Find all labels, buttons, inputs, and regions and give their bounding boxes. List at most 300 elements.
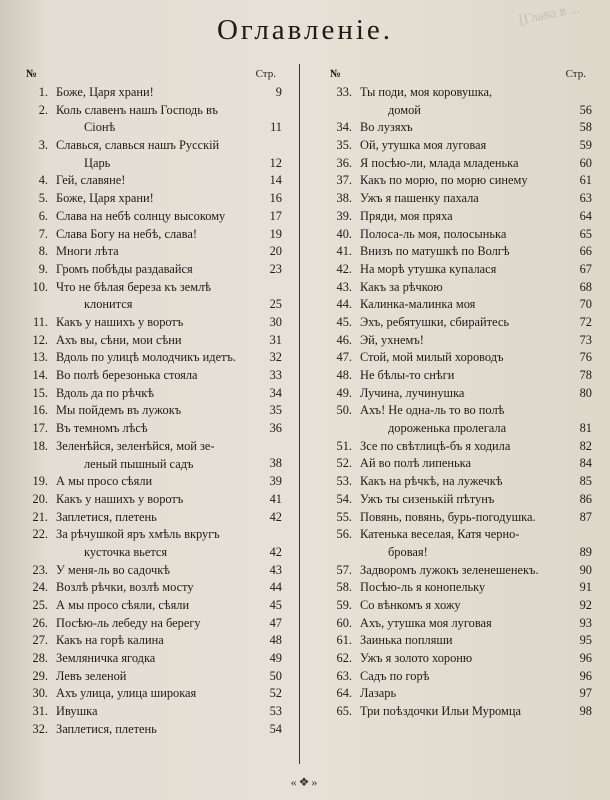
entry-number: 61. [336,633,352,648]
entry-number: 48. [336,368,352,383]
entry-page-number: 12 [269,155,282,170]
entry-number: 59. [336,597,352,612]
entry-number: 51. [336,438,352,453]
column-divider [299,64,300,764]
entry-number: 14. [32,368,48,383]
entry-title-line: Полоса-ль моя, полосынька [360,226,507,241]
entry-number: 43. [336,279,352,294]
entry-page-number: 96 [579,668,592,683]
entry-title-line: Стой, мой милый хороводъ [360,350,504,365]
entry-page-number: 84 [579,456,592,471]
entry-number: 46. [336,332,352,347]
entry-title-line: Садъ по горѣ [360,668,430,683]
entry-title [360,279,558,297]
toc-entry [318,314,600,332]
entry-title [360,261,558,279]
page-header: Стр. [565,68,586,80]
entry-number: 6. [38,208,48,223]
entry-number: 45. [336,314,352,329]
entry-page-number: 35 [269,403,282,418]
toc-entry [14,473,290,491]
entry-page-number: 73 [579,332,592,347]
toc-entry [318,279,600,297]
entry-title [56,632,248,650]
toc-entry [318,579,600,597]
entry-page-number: 42 [269,509,282,524]
entry-number: 24. [32,580,48,595]
entry-page-number: 31 [269,332,282,347]
entry-page-number: 52 [269,686,282,701]
entry-number: 12. [32,332,48,347]
entry-title-line: Слава на небѣ солнцу высокому [56,208,226,223]
toc-entry [14,685,290,703]
entry-page-number: 97 [579,686,592,701]
entry-title [360,155,558,173]
column-header [14,64,290,84]
entry-title-line: Во полѣ березонька стояла [56,368,198,383]
toc-entry [14,190,290,208]
entry-number: 38. [336,191,352,206]
entry-page-number: 86 [579,491,592,506]
entry-number: 63. [336,668,352,683]
entry-title-line: Ахъ улица, улица широкая [56,686,197,701]
entry-page-number: 11 [270,120,282,135]
entry-page-number: 72 [579,314,592,329]
entry-number: 13. [32,350,48,365]
entry-title [56,703,248,721]
toc-entry [14,314,290,332]
toc-entry [14,84,290,102]
entry-page-number: 91 [579,580,592,595]
entry-title-line: Заплетися, плетень [56,509,157,524]
entry-number: 17. [32,421,48,436]
entry-title [56,314,248,332]
entry-title-line: Ужъ я пашенку пахала [360,191,479,206]
entry-title [360,597,558,615]
entry-title-line: Не бѣлы-то снѣги [360,368,455,383]
toc-entry [318,438,600,456]
entry-title-continuation: бровая! [388,544,428,559]
toc-entry [14,208,290,226]
entry-title-line: Вдоль по улицѣ молодчикъ идетъ. [56,350,237,365]
entry-title [56,420,248,438]
entry-number: 30. [32,686,48,701]
entry-title [56,526,248,561]
entry-page-number: 48 [269,633,282,648]
entry-page-number: 49 [269,651,282,666]
toc-entry [318,172,600,190]
entry-title-line: Посѣю-ль лебеду на берегу [56,615,201,630]
entry-page-number: 20 [269,244,282,259]
entry-title-line: А мы просо сѣяли [56,474,153,489]
entry-title-line: Многи лѣта [56,244,119,259]
toc-entry [318,261,600,279]
toc-entry [318,243,600,261]
entry-title [360,296,558,314]
entry-title [360,172,558,190]
entry-title-line: Лучина, лучинушка [360,385,465,400]
entry-title [56,349,248,367]
toc-entry [14,243,290,261]
entry-number: 1. [38,85,48,99]
entry-page-number: 14 [269,173,282,188]
entry-number: 8. [38,244,48,259]
entry-title [360,491,558,509]
entry-title-line: Громъ побѣды раздавайся [56,261,193,276]
page-header: Стр. [255,68,276,80]
entry-title [56,473,248,491]
toc-entry [318,349,600,367]
entry-title-line: Эхъ, ребятушки, сбирайтесь [360,314,510,329]
entry-page-number: 61 [579,173,592,188]
entry-title-line: Повянь, повянь, бурь-погодушка. [360,509,536,524]
entry-title-continuation: леный пышный садъ [84,456,194,471]
entry-title [360,615,558,633]
entry-page-number: 16 [269,191,282,206]
entry-number: 62. [336,651,352,666]
entry-title-line: Ай во полѣ липенька [360,456,471,471]
entry-number: 65. [336,704,352,719]
entry-number: 4. [38,173,48,188]
entry-title [360,509,558,527]
entry-title [360,650,558,668]
entry-number: 32. [32,721,48,736]
toc-entry [14,526,290,561]
entry-number: 5. [38,191,48,206]
entry-number: 60. [336,615,352,630]
entry-title [360,243,558,261]
entry-number: 34. [336,120,352,135]
entry-title-line: Три поѣздочки Ильи Муромца [360,704,521,719]
entry-title [56,385,248,403]
entry-title [56,279,248,314]
toc-entry [318,190,600,208]
toc-entry [318,562,600,580]
toc-entry [318,703,600,721]
entry-title [56,685,248,703]
entry-page-number: 64 [579,208,592,223]
entry-page-number: 60 [579,155,592,170]
entry-number: 40. [336,226,352,241]
entry-number: 29. [32,668,48,683]
toc-entry [14,615,290,633]
entry-number: 36. [336,155,352,170]
entry-page-number: 96 [579,651,592,666]
entry-page-number: 30 [269,314,282,329]
toc-entry [14,137,290,172]
toc-list [14,84,290,739]
entry-page-number: 81 [579,421,592,436]
entry-title [360,385,558,403]
entry-page-number: 53 [269,704,282,719]
entry-title-line: Катенька веселая, Катя черно- [360,527,520,542]
entry-title-continuation: Сіонѣ [84,120,116,135]
entry-page-number: 65 [579,226,592,241]
toc-entry [318,685,600,703]
entry-title [56,102,248,137]
entry-title-line: Мы пойдемъ въ лужокъ [56,403,182,418]
entry-title-line: Вдоль да по рѣчкѣ [56,385,154,400]
entry-title-line: Боже, Царя храни! [56,191,154,206]
entry-page-number: 95 [579,633,592,648]
entry-page-number: 41 [269,491,282,506]
entry-title-line: Заплетися, плетень [56,721,157,736]
toc-entry [14,402,290,420]
toc-entry [318,119,600,137]
entry-title [360,703,558,721]
toc-entry [14,332,290,350]
entry-title-line: Пряди, моя пряха [360,208,453,223]
entry-title-line: За рѣчушкой яръ хмѣль вкругъ [56,527,220,542]
entry-page-number: 80 [579,385,592,400]
entry-title [56,367,248,385]
toc-entry [318,526,600,561]
entry-number: 54. [336,491,352,506]
entry-title-line: Во лузяхъ [360,120,413,135]
entry-number: 41. [336,244,352,259]
entry-page-number: 33 [269,368,282,383]
entry-title-line: Левъ зеленой [56,668,127,683]
toc-column-left [14,64,290,739]
entry-title-line: Задворомъ лужокъ зеленешенекъ. [360,562,539,577]
entry-page-number: 66 [579,244,592,259]
entry-page-number: 92 [579,597,592,612]
entry-title [360,208,558,226]
entry-page-number: 85 [579,474,592,489]
entry-page-number: 34 [269,385,282,400]
entry-number: 42. [336,261,352,276]
entry-number: 64. [336,686,352,701]
toc-entry [14,261,290,279]
entry-title-line: Что не бѣлая береза къ землѣ [56,279,211,294]
toc-entry [14,349,290,367]
entry-title-line: Слава Богу на небѣ, слава! [56,226,197,241]
entry-title [56,597,248,615]
entry-number: 22. [32,527,48,542]
toc-entry [318,402,600,437]
toc-entry [14,420,290,438]
entry-title-line: Ахъ! Не одна-ль то во полѣ [360,403,505,418]
entry-title-line: У меня-ль во садочкѣ [56,562,170,577]
entry-title [56,137,248,172]
entry-page-number: 58 [579,120,592,135]
toc-entry [318,296,600,314]
toc-entry [318,615,600,633]
entry-page-number: 9 [275,85,282,99]
entry-number: 49. [336,385,352,400]
entry-title-line: Заинька попляши [360,633,453,648]
entry-title-line: Какъ на рѣчкѣ, на лужечкѣ [360,474,503,489]
entry-page-number: 59 [579,138,592,153]
toc-entry [318,367,600,385]
entry-title-line: Ужъ ты сизенькій пѣтунъ [360,491,495,506]
entry-number: 57. [336,562,352,577]
entry-title [360,349,558,367]
entry-number: 19. [32,474,48,489]
entry-number: 2. [38,102,48,117]
toc-entry [318,155,600,173]
entry-title [56,562,248,580]
entry-number: 52. [336,456,352,471]
entry-title [56,402,248,420]
entry-page-number: 44 [269,580,282,595]
entry-page-number: 87 [579,509,592,524]
entry-number: 18. [32,438,48,453]
entry-title-line: Зсе по свѣтлицѣ-бъ я ходила [360,438,511,453]
entry-title [56,190,248,208]
entry-title-line: Лазарь [360,686,397,701]
entry-number: 37. [336,173,352,188]
toc-entry [14,385,290,403]
entry-title-line: На морѣ утушка купалася [360,261,497,276]
entry-page-number: 43 [269,562,282,577]
entry-number: 7. [38,226,48,241]
entry-title-line: Калинка-малинка моя [360,297,476,312]
entry-page-number: 23 [269,261,282,276]
toc-entry [318,208,600,226]
toc-entry [14,703,290,721]
entry-title [360,579,558,597]
entry-title [56,84,248,102]
entry-page-number: 63 [579,191,592,206]
entry-title [56,438,248,473]
entry-page-number: 36 [269,421,282,436]
entry-title-line: Ахъ вы, сѣни, мои сѣни [56,332,182,347]
entry-title-line: Зеленѣйся, зеленѣйся, мой зе- [56,438,215,453]
toc-entry [14,650,290,668]
entry-title [56,491,248,509]
entry-title-line: Земляничка ягодка [56,651,156,666]
entry-number: 31. [32,704,48,719]
entry-number: 39. [336,208,352,223]
entry-title-line: Ахъ, утушка моя луговая [360,615,492,630]
entry-number: 53. [336,474,352,489]
entry-title-line: Ой, утушка моя луговая [360,138,487,153]
toc-entry [14,172,290,190]
entry-title-continuation: кусточка вьется [84,544,168,559]
entry-page-number: 32 [269,350,282,365]
entry-number: 16. [32,403,48,418]
entry-title-line: Со вѣнкомъ я хожу [360,597,461,612]
toc-entry [318,668,600,686]
entry-title-line: Ужъ я золото хороню [360,651,473,666]
entry-title-continuation: домой [388,102,421,117]
entry-page-number: 82 [579,438,592,453]
entry-title [56,226,248,244]
entry-title [56,261,248,279]
toc-entry [14,279,290,314]
entry-title-line: А мы просо сѣяли, сѣяли [56,598,190,613]
entry-title [360,84,558,119]
entry-title [360,455,558,473]
entry-page-number: 67 [579,261,592,276]
entry-title-line: Какъ по морю, по морю синему [360,173,528,188]
entry-title-line: Коль славенъ нашъ Господь въ [56,102,218,117]
entry-title-line: Боже, Царя храни! [56,85,154,99]
toc-entry [318,332,600,350]
entry-page-number: 54 [269,721,282,736]
entry-title-line: Какъ за рѣчкою [360,279,443,294]
entry-title [360,119,558,137]
entry-page-number: 19 [269,226,282,241]
entry-title-line: Какъ у нашихъ у воротъ [56,491,184,506]
entry-number: 35. [336,138,352,153]
toc-entry [318,597,600,615]
entry-title [360,685,558,703]
page-title: Оглавленіе. [216,14,394,46]
entry-title-line: Я посѣю-ли, млада младенька [360,155,519,170]
toc-entry [14,102,290,137]
entry-page-number: 38 [269,456,282,471]
entry-title [56,721,248,739]
entry-page-number: 25 [269,297,282,312]
entry-number: 47. [336,350,352,365]
entry-title-line: Возлѣ рѣчки, возлѣ мосту [56,580,194,595]
entry-page-number: 68 [579,279,592,294]
entry-number: 26. [32,615,48,630]
entry-title-line: Внизъ по матушкѣ по Волгѣ [360,244,510,259]
entry-title [56,332,248,350]
entry-number: 50. [336,403,352,418]
entry-title-line: Ты поди, моя коровушка, [360,85,493,99]
number-header: № [330,68,342,80]
entry-page-number: 45 [269,598,282,613]
entry-number: 56. [336,527,352,542]
entry-title [56,208,248,226]
entry-title [360,632,558,650]
entry-title [56,615,248,633]
entry-title-line: Какъ у нашихъ у воротъ [56,314,184,329]
toc-entry [318,84,600,119]
entry-title-line: Посѣю-ль я конопельку [360,580,486,595]
entry-page-number: 39 [269,474,282,489]
entry-page-number: 50 [269,668,282,683]
entry-number: 3. [38,138,48,153]
entry-number: 44. [336,297,352,312]
toc-entry [318,137,600,155]
entry-title-line: Въ темномъ лѣсѣ [56,421,148,436]
entry-number: 9. [38,261,48,276]
entry-title [360,332,558,350]
entry-number: 33. [336,85,352,99]
toc-entry [14,597,290,615]
entry-number: 23. [32,562,48,577]
entry-title [360,367,558,385]
toc-entry [14,632,290,650]
entry-page-number: 98 [579,704,592,719]
toc-entry [14,562,290,580]
entry-number: 15. [32,385,48,400]
toc-entry [318,473,600,491]
entry-title [360,473,558,491]
toc-entry [318,491,600,509]
entry-number: 55. [336,509,352,524]
entry-title [360,314,558,332]
entry-title-line: Ивушка [56,704,98,719]
entry-title-continuation: Царь [84,155,111,170]
toc-entry [14,579,290,597]
toc-entry [14,491,290,509]
bleed-through-text: [Глава в ... [517,0,582,29]
entry-page-number: 47 [269,615,282,630]
entry-title [360,190,558,208]
entry-number: 10. [32,279,48,294]
entry-title [360,137,558,155]
entry-number: 58. [336,580,352,595]
bottom-ornament: «❖» [290,775,320,789]
entry-title [360,562,558,580]
toc-entry [14,226,290,244]
